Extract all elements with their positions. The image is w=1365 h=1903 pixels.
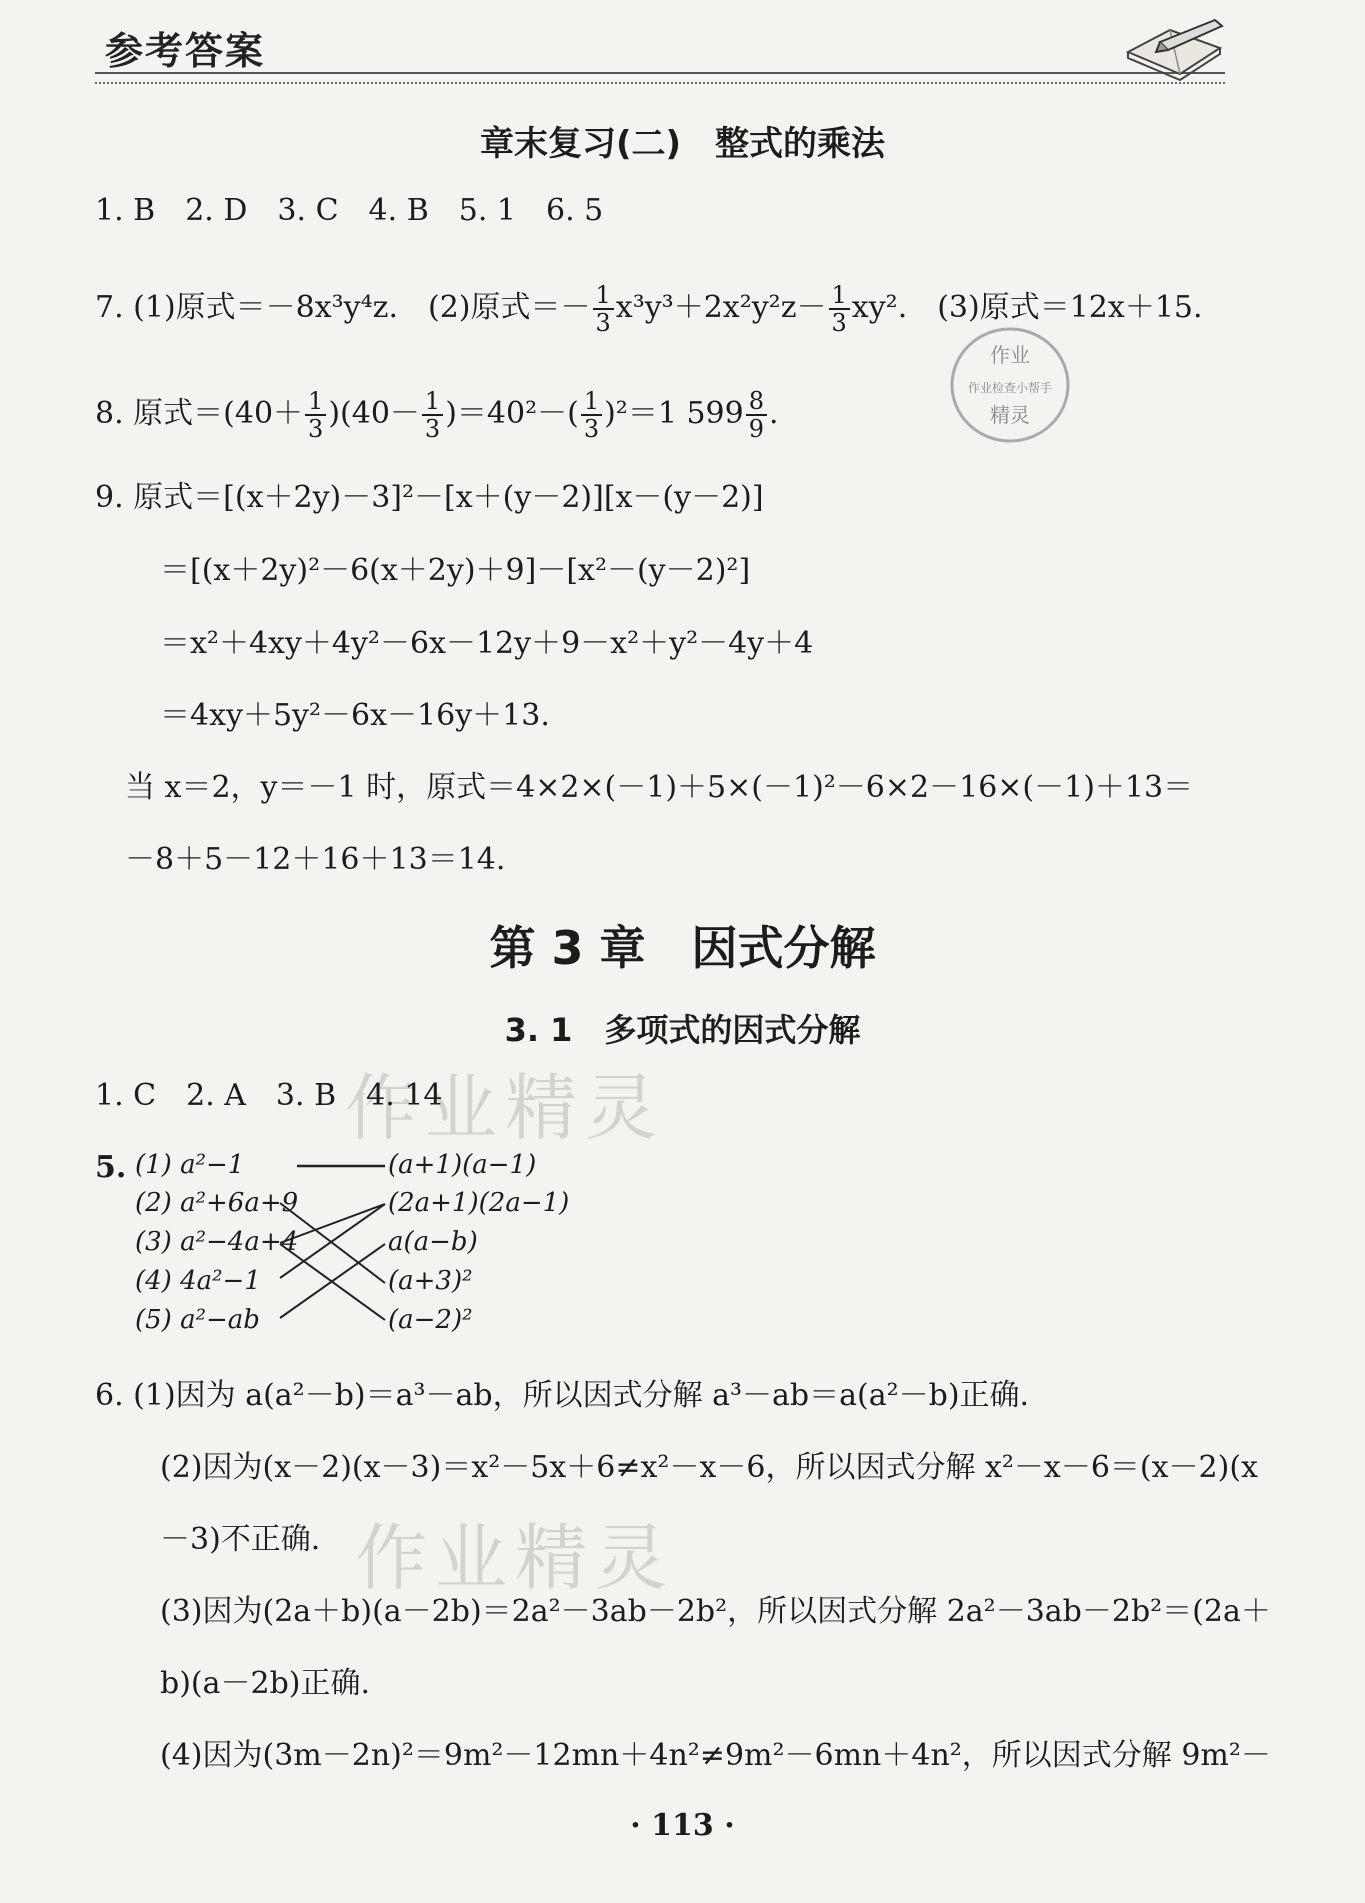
fraction: $\frac{1}{3}$ — [422, 388, 443, 442]
answer-9-line-4: ＝4xy＋5y²－6x－16y＋13. — [160, 698, 550, 733]
match-right-5: (a−2)² — [388, 1305, 473, 1335]
answer-9-line-3: ＝x²＋4xy＋4y²－6x－12y＋9－x²＋y²－4y＋4 — [160, 626, 814, 661]
match-right-3: a(a−b) — [388, 1227, 478, 1257]
match-left-1: (1) a²−1 — [135, 1150, 245, 1180]
page-number: · 113 · — [630, 1808, 735, 1843]
match-right-2: (2a+1)(2a−1) — [388, 1188, 570, 1218]
watermark-2: 作业精灵 — [355, 1516, 676, 1600]
answer-5-label: 5. — [95, 1150, 127, 1185]
answer-6-line-5: b)(a－2b)正确. — [160, 1666, 371, 1701]
header-rule — [95, 72, 1225, 84]
answers-1-6: 1. B 2. D 3. C 4. B 5. 1 6. 5 — [95, 193, 604, 228]
answer-6-line-6: (4)因为(3m－2n)²＝9m²－12mn＋4n²≠9m²－6mn＋4n²，所以因式分解 9m²－ — [160, 1738, 1271, 1773]
answer-9-line-5: 当 x＝2，y＝－1 时，原式＝4×2×(－1)＋5×(－1)²－6×2－16×(－1)＋13＝ — [125, 770, 1194, 805]
answer-9-line-6: －8＋5－12＋16＋13＝14. — [125, 842, 506, 877]
answer-6-line-2: (2)因为(x－2)(x－3)＝x²－5x＋6≠x²－x－6，所以因式分解 x²－x－6＝(x－2)(x — [160, 1450, 1258, 1485]
match-left-4: (4) 4a²−1 — [135, 1266, 261, 1296]
pencil-book-icon — [1120, 12, 1230, 82]
answers-1-4: 1. C 2. A 3. B 4. 14 — [95, 1078, 443, 1113]
watermark-1: 作业精灵 — [345, 1066, 666, 1150]
answer-7: 7. (1)原式＝－8x³y⁴z. (2)原式＝－ $\frac{1}{3}$ x³y³＋2x²y²z－ $\frac{1}{3}$ xy². (3)原式＝12x＋15. — [95, 281, 1203, 337]
answer-9-line-2: ＝[(x＋2y)²－6(x＋2y)＋9]－[x²－(y－2)²] — [160, 553, 751, 588]
fraction: $\frac{1}{3}$ — [305, 388, 326, 442]
fraction: $\frac{1}{3}$ — [593, 282, 614, 336]
homework-stamp — [945, 320, 1075, 450]
stamp-bottom-text: 精灵 — [990, 403, 1030, 427]
stamp-top-text: 作业 — [990, 343, 1030, 367]
header-label: 参考答案 — [105, 29, 266, 73]
match-right-1: (a+1)(a−1) — [388, 1150, 537, 1180]
match-right-4: (a+3)² — [388, 1266, 473, 1296]
answer-9-line-1: 9. 原式＝[(x＋2y)－3]²－[x＋(y－2)][x－(y－2)] — [95, 480, 764, 515]
section-title-3-1: 3. 1 多项式的因式分解 — [504, 1011, 861, 1049]
stamp-middle-text: 作业检查小帮手 — [967, 381, 1053, 395]
answer-6-line-4: (3)因为(2a＋b)(a－2b)＝2a²－3ab－2b²，所以因式分解 2a²－3ab－2b²＝(2a＋ — [160, 1594, 1271, 1629]
fraction: $\frac{8}{9}$ — [746, 388, 767, 442]
answer-6-line-1: 6. (1)因为 a(a²－b)＝a³－ab，所以因式分解 a³－ab＝a(a²－b)正确. — [95, 1378, 1030, 1413]
fraction: $\frac{1}{3}$ — [829, 282, 850, 336]
match-left-5: (5) a²−ab — [135, 1305, 260, 1335]
section-title-review: 章末复习(二) 整式的乘法 — [479, 124, 886, 164]
answer-6-line-3: －3)不正确. — [160, 1522, 321, 1557]
answer-8: 8. 原式＝(40＋ $\frac{1}{3}$ )(40－ $\frac{1}{3}$ )＝40²－( $\frac{1}{3}$ )²＝1 599 $\frac{8}{9}$ . — [95, 387, 779, 443]
fraction: $\frac{1}{3}$ — [581, 388, 602, 442]
chapter-title: 第 3 章 因式分解 — [489, 921, 876, 975]
match-left-3: (3) a²−4a+4 — [135, 1227, 299, 1257]
match-left-2: (2) a²+6a+9 — [135, 1188, 299, 1218]
